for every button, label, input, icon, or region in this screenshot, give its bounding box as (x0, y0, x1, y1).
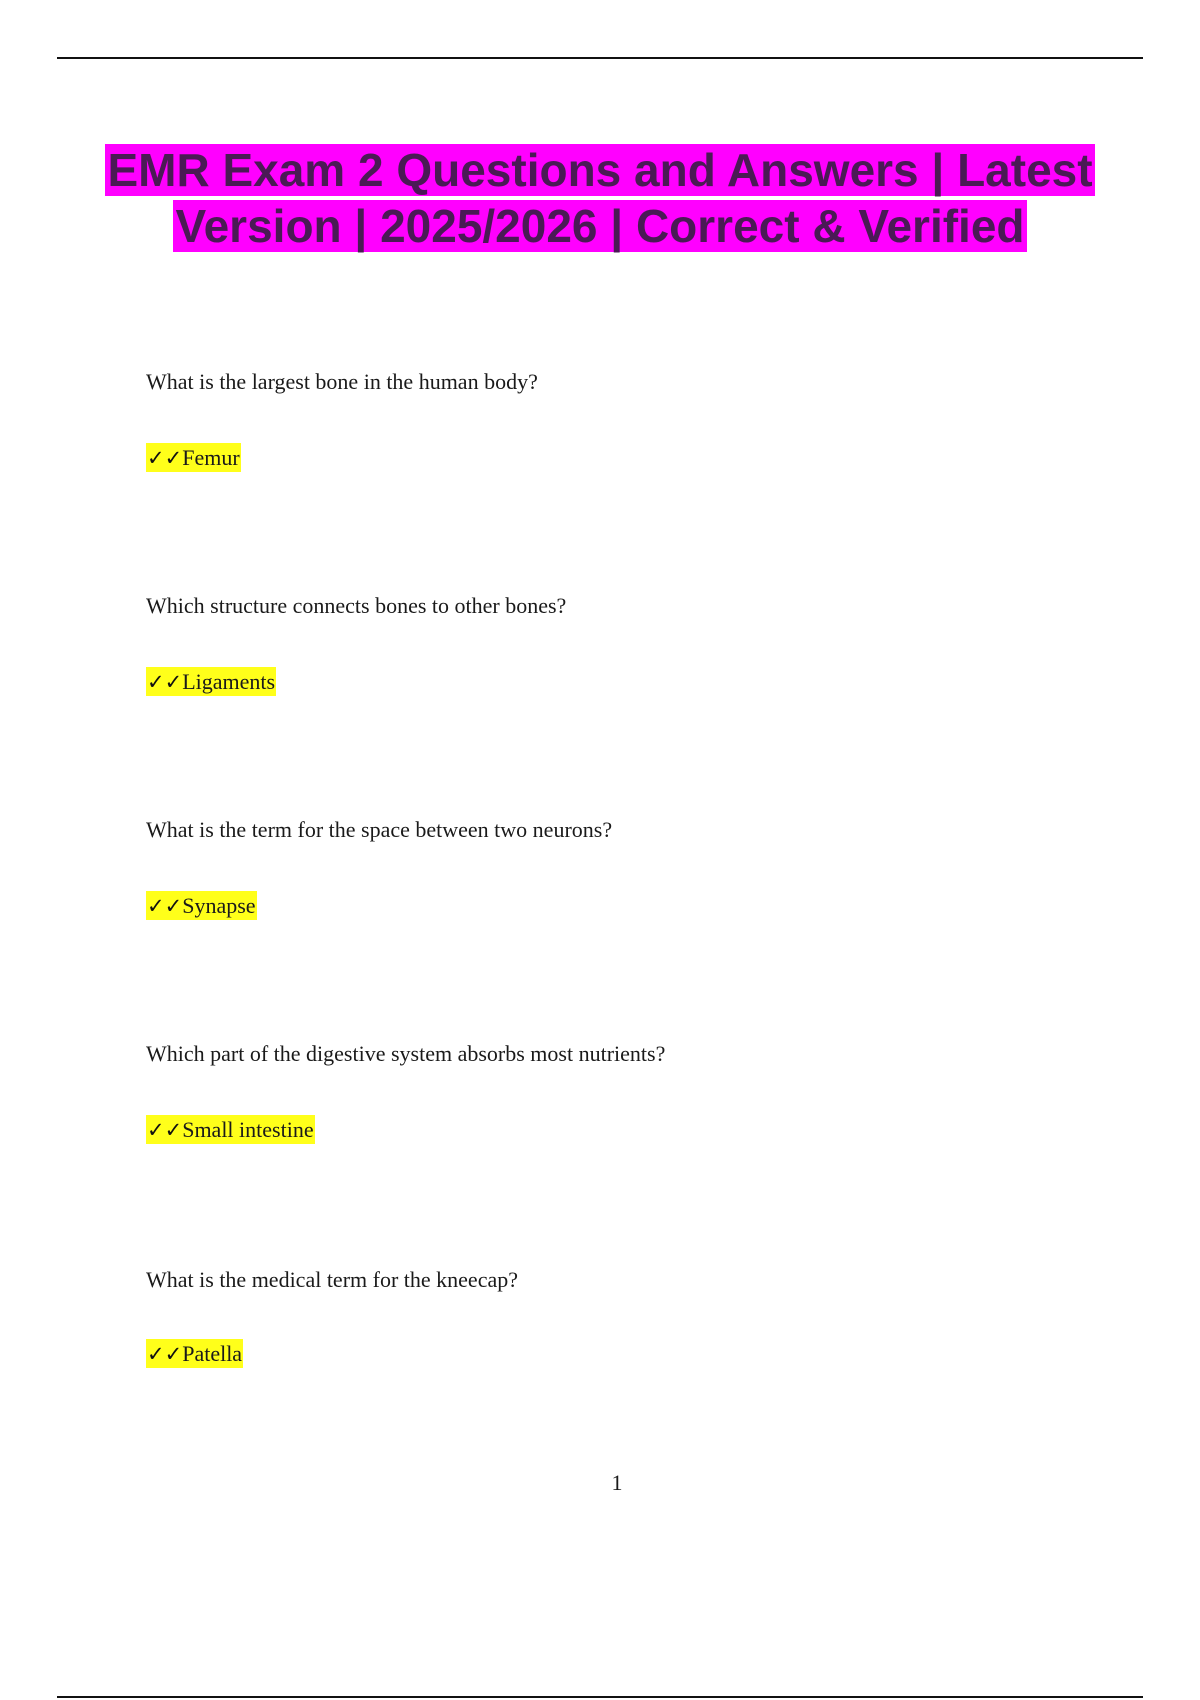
answer-text: Patella (182, 1341, 243, 1366)
double-check-icon: ✓✓ (147, 446, 183, 470)
answer-highlight (146, 1115, 315, 1144)
answer-text: Ligaments (182, 669, 276, 694)
question-4: Which part of the digestive system absorbs most nutrients? (146, 1041, 666, 1066)
answer-4 (146, 1115, 315, 1145)
answer-text: Femur (182, 445, 240, 470)
double-check-icon: ✓✓ (147, 670, 183, 694)
answer-highlight (146, 891, 257, 920)
answer-text: Synapse (182, 893, 256, 918)
double-check-icon: ✓✓ (147, 894, 183, 918)
answer-1 (146, 443, 241, 473)
question-3: What is the term for the space between two neurons? (146, 817, 613, 842)
double-check-icon: ✓✓ (147, 1118, 183, 1142)
question-1: What is the largest bone in the human body? (146, 369, 538, 394)
double-check-icon: ✓✓ (147, 1342, 183, 1366)
question-2: Which structure connects bones to other bones? (146, 593, 567, 618)
answer-2 (146, 667, 276, 697)
title-highlight: EMR Exam 2 Questions and Answers | Latest Version | 2025/2026 | Correct & Verified (107, 144, 1093, 252)
answer-text: Small intestine (182, 1117, 314, 1142)
answer-highlight (146, 1339, 243, 1368)
answer-3 (146, 891, 257, 921)
bottom-rule (57, 1696, 1143, 1698)
page-number: 1 (611, 1470, 623, 1495)
document-title (100, 142, 1100, 254)
answer-highlight (146, 443, 241, 472)
question-5: What is the medical term for the kneecap? (146, 1267, 518, 1292)
top-rule (57, 57, 1143, 59)
answer-highlight (146, 667, 276, 696)
answer-5 (146, 1339, 243, 1369)
